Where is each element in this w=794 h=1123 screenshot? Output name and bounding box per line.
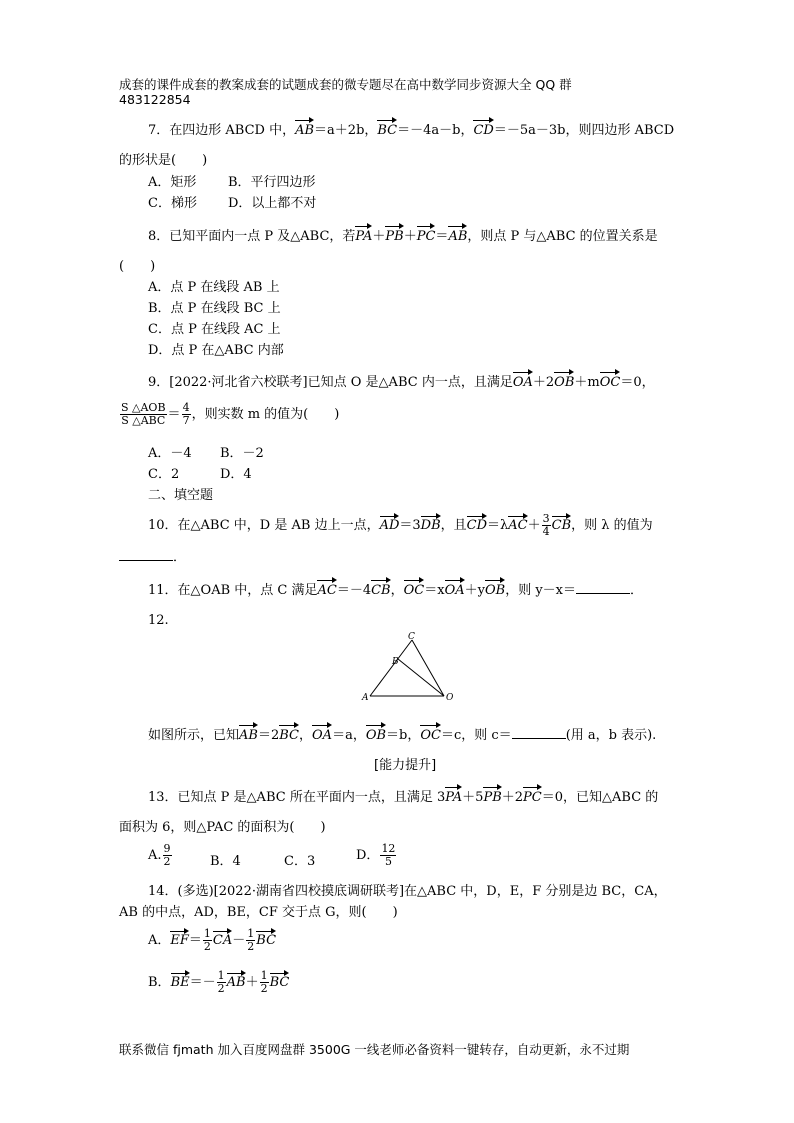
q8-option-b: B．点 P 在线段 BC 上 bbox=[148, 301, 281, 316]
q9-option-b: B．－2 bbox=[220, 446, 264, 461]
section-fill-in: 二、填空题 bbox=[148, 488, 214, 503]
vector-ob: OB bbox=[365, 728, 387, 743]
question-10-answer: ． bbox=[119, 548, 186, 567]
footer-text: 联系微信 fjmath 加入百度网盘群 3500G 一线老师必备资料一键转存，自动更新，永不过期 bbox=[119, 1042, 630, 1057]
vector-cd: CD bbox=[466, 518, 488, 533]
vector-pc: PC bbox=[416, 229, 436, 244]
answer-blank[interactable] bbox=[119, 548, 173, 561]
vector-ac: AC bbox=[317, 583, 337, 598]
vector-pb: PB bbox=[483, 790, 502, 805]
vector-oa: OA bbox=[444, 583, 465, 598]
q13-option-b: B．4 bbox=[210, 854, 241, 869]
question-13-cont: 面积为 6，则△PAC 的面积为( ) bbox=[119, 820, 326, 835]
vector-cb: CB bbox=[551, 518, 572, 533]
question-14-line1: 14．(多选)[2022·湖南省四校摸底调研联考]在△ABC 中，D，E，F 分别是边 BC，CA， bbox=[148, 884, 667, 899]
vector-oc: OC bbox=[403, 583, 425, 598]
q7-option-c: C．梯形 bbox=[148, 196, 197, 211]
vector-ca: CA bbox=[212, 933, 233, 948]
q14-option-b: B．BE＝－ $\frac{1}{2}$ AB＋ $\frac{1}{2}$ BC bbox=[148, 969, 290, 995]
q8-option-d: D．点 P 在△ABC 内部 bbox=[148, 343, 284, 358]
question-14-line2: AB 的中点，AD，BE，CF 交于点 G，则( ) bbox=[119, 905, 398, 920]
vector-ab: AB bbox=[226, 975, 246, 990]
vector-pc: PC bbox=[523, 790, 542, 805]
question-12: 如图所示，已知AB＝2BC，OA＝a，OB＝b，OC＝c，则 c＝ (用 a，b 表示). bbox=[148, 728, 657, 743]
vector-ad: AD bbox=[379, 518, 400, 533]
question-7-cont: 的形状是( ) bbox=[119, 153, 208, 168]
q13-option-d: D． $\frac{12}{5}$ bbox=[356, 842, 396, 868]
segment-bo bbox=[398, 659, 444, 696]
vector-db: DB bbox=[420, 518, 441, 533]
vector-bc: BC bbox=[279, 728, 299, 743]
question-10: 10．在△ABC 中，D 是 AB 边上一点，AD＝3DB，且CD＝λAC＋ $\frac{3}{4}$ CB，则 λ 的值为 bbox=[148, 512, 653, 538]
label-c: C bbox=[408, 632, 415, 642]
q9-option-d: D．4 bbox=[220, 467, 252, 482]
question-9: 9．[2022·河北省六校联考]已知点 O 是△ABC 内一点，且满足OA＋2OB＋mOC＝0， bbox=[148, 375, 655, 390]
vector-cb: CB bbox=[371, 583, 391, 598]
vector-bc: BC bbox=[269, 975, 290, 990]
question-13: 13．已知点 P 是△ABC 所在平面内一点，且满足 3PA＋5PB＋2PC＝0，已知△ABC 的 bbox=[148, 790, 659, 805]
segment-ac bbox=[370, 640, 412, 696]
three-quarters-fraction: $\frac{3}{4}$ bbox=[542, 512, 550, 538]
vector-ac: AC bbox=[508, 518, 528, 533]
q7-option-d: D．以上都不对 bbox=[228, 196, 317, 211]
area-ratio-fraction: $\frac{\text{S △AOB}}{\text{S △ABC}}$ bbox=[121, 401, 166, 427]
vector-ef: EF bbox=[170, 933, 189, 948]
question-12-number: 12. bbox=[148, 613, 169, 628]
q14-option-a: A．EF＝ $\frac{1}{2}$ CA－ $\frac{1}{2}$ BC bbox=[148, 927, 277, 953]
q8-option-a: A．点 P 在线段 AB 上 bbox=[148, 280, 280, 295]
question-11: 11．在△OAB 中，点 C 满足AC＝－4CB，OC＝xOA＋yOB，则 y－x＝ ． bbox=[148, 583, 644, 598]
question-8: 8．已知平面内一点 P 及△ABC，若PA＋PB＋PC＝AB，则点 P 与△ABC 的位置关系是 bbox=[148, 229, 658, 244]
question-9-cont: $\frac{\text{S △AOB}}{\text{S △ABC}}$ ＝ $\frac{4}{7}$ ，则实数 m 的值为( ) bbox=[121, 401, 340, 427]
vector-pa: PA bbox=[355, 229, 373, 244]
segment-co bbox=[412, 640, 444, 696]
label-a: A bbox=[362, 693, 369, 703]
q13-option-c: C．3 bbox=[284, 854, 316, 869]
section-ability: [能力提升] bbox=[374, 758, 437, 773]
q8-option-c: C．点 P 在线段 AC 上 bbox=[148, 322, 281, 337]
header-line1: 成套的课件成套的教案成套的试题成套的微专题尽在高中数学同步资源大全 QQ 群 bbox=[119, 77, 572, 92]
vector-be: BE bbox=[170, 975, 190, 990]
vector-ab: AB bbox=[295, 123, 315, 138]
value-fraction: $\frac{4}{7}$ bbox=[182, 401, 190, 427]
vector-ob: OB bbox=[484, 583, 506, 598]
question-8-paren: ( ) bbox=[119, 259, 156, 274]
question-7: 7．在四边形 ABCD 中，AB＝a＋2b，BC＝－4a－b，CD＝－5a－3b，则四边形 ABCD bbox=[148, 123, 675, 138]
vector-oa: OA bbox=[512, 375, 533, 390]
vector-ab: AB bbox=[448, 229, 468, 244]
vector-pa: PA bbox=[445, 790, 463, 805]
vector-ob: OB bbox=[554, 375, 575, 390]
q9-option-a: A．－4 bbox=[148, 446, 192, 461]
label-o: O bbox=[446, 693, 454, 703]
vector-pb: PB bbox=[385, 229, 404, 244]
vector-bc: BC bbox=[256, 933, 277, 948]
vector-oc: OC bbox=[599, 375, 621, 390]
triangle-figure bbox=[360, 632, 460, 704]
q9-option-c: C．2 bbox=[148, 467, 180, 482]
q13-option-a: A. $\frac{9}{2}$ bbox=[148, 842, 171, 868]
label-b: B bbox=[392, 657, 399, 667]
vector-bc: BC bbox=[377, 123, 398, 138]
q7-option-a: A．矩形 bbox=[148, 175, 197, 190]
vector-ab: AB bbox=[239, 728, 258, 743]
answer-blank[interactable] bbox=[576, 581, 630, 594]
vector-oc: OC bbox=[420, 728, 441, 743]
vector-oa: OA bbox=[312, 728, 333, 743]
vector-cd: CD bbox=[473, 123, 494, 138]
q7-option-b: B．平行四边形 bbox=[228, 175, 316, 190]
answer-blank[interactable] bbox=[512, 726, 566, 739]
header-line2: 483122854 bbox=[119, 92, 191, 107]
